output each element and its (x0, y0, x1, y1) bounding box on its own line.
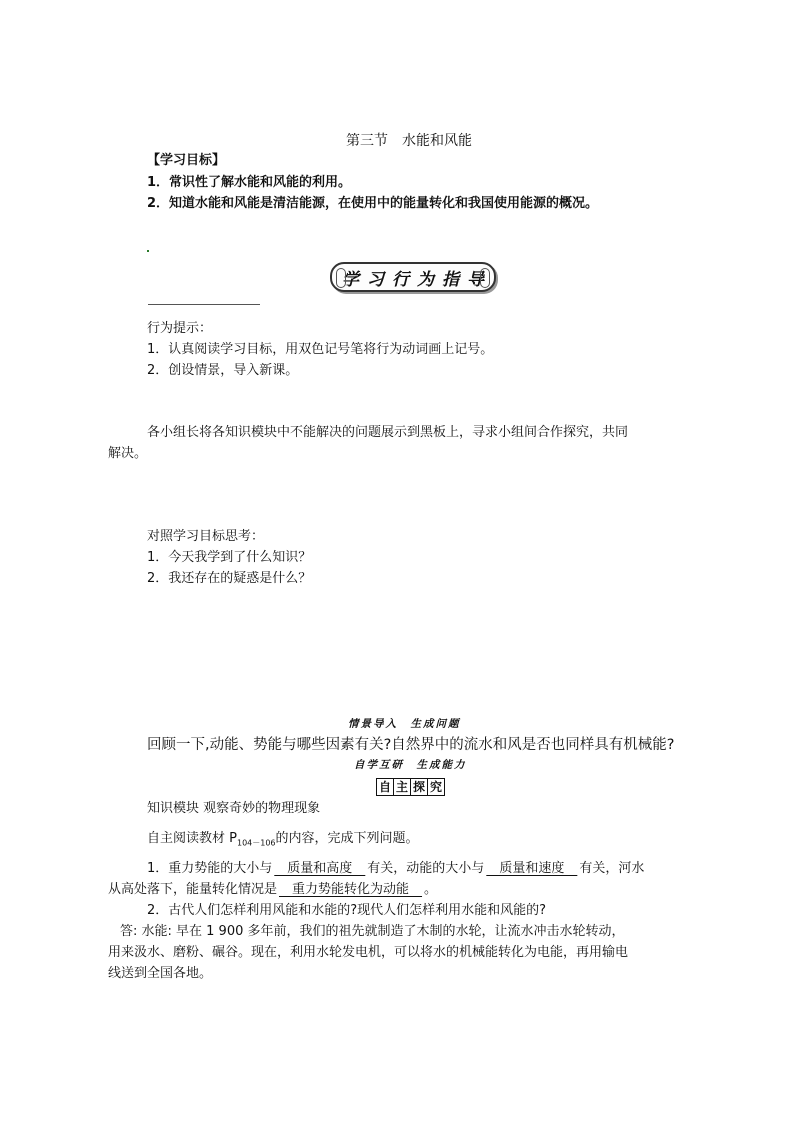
reflection-item-1: 1．今天我学到了什么知识？ (147, 550, 312, 565)
self-explore-boxed-title (376, 778, 445, 796)
answer-2-line-1: 答: 水能: 早在 1 900 多年前，我们的祖先就制造了木制的水轮，让流水冲击水轮转动， (120, 924, 625, 939)
reflection-label: 对照学习目标思考： (147, 529, 265, 544)
answer-2-line-3: 线送到全国各地。 (108, 966, 213, 981)
question-1-line-1 (147, 860, 644, 878)
q1-text-5: 。 (424, 882, 438, 897)
group-note-line-1: 各小组长将各知识模块中不能解决的问题展示到黑板上，寻求小组间合作探究，共同 (147, 425, 629, 440)
intro-question: 回顾一下,动能、势能与哪些因素有关?自然界中的流水和风是否也同样具有机械能? (147, 737, 675, 753)
q1-text-3: 有关，河水 (579, 861, 645, 876)
banner-right-cap (480, 268, 490, 288)
objective-item-2: 2．知道水能和风能是清洁能源，在使用中的能量转化和我国使用能源的概况。 (147, 196, 599, 211)
q1-text-1: 1．重力势能的大小与 (147, 861, 273, 876)
intro-subheading: 情景导入 生成问题 (348, 718, 461, 730)
reading-instruction (147, 830, 419, 853)
reading-post: 的内容，完成下列问题。 (275, 831, 419, 846)
objectives-heading: 【学习目标】 (147, 153, 226, 168)
q1-text-2: 有关，动能的大小与 (367, 861, 485, 876)
behavior-guide-banner (330, 262, 496, 292)
self-study-subheading: 自学互研 生成能力 (354, 759, 467, 771)
separator-line (148, 304, 260, 305)
question-1-line-2 (108, 881, 437, 899)
q1-answer-1: 质量和高度 (274, 861, 366, 876)
guidance-label: 行为提示： (147, 321, 213, 336)
page-title: 第三节 水能和风能 (346, 133, 472, 149)
guidance-item-1: 1．认真阅读学习目标，用双色记号笔将行为动词画上记号。 (147, 342, 494, 357)
q1-text-4: 从高处落下，能量转化情况是 (108, 882, 278, 897)
reading-pages: 104－106 (236, 838, 276, 848)
reflection-item-2: 2．我还存在的疑惑是什么？ (147, 571, 312, 586)
boxed-char: 究 (429, 780, 442, 794)
boxed-char: 自 (377, 779, 394, 795)
reading-pre: 自主阅读教材 P (147, 831, 237, 846)
group-note-line-2: 解决。 (108, 446, 148, 461)
q1-answer-3: 重力势能转化为动能 (279, 882, 423, 897)
objective-item-1: 1．常识性了解水能和风能的利用。 (147, 175, 352, 190)
question-2: 2．古代人们怎样利用风能和水能的?现代人们怎样利用水能和风能的? (147, 903, 547, 918)
banner-left-cap (336, 268, 346, 288)
q1-answer-2: 质量和速度 (486, 861, 578, 876)
banner-text: 学习行为指导 (342, 269, 492, 290)
boxed-char: 探 (411, 779, 428, 795)
boxed-char: 主 (394, 779, 411, 795)
guidance-item-2: 2．创设情景，导入新课。 (147, 363, 299, 378)
answer-2-line-2: 用来汲水、磨粉、碾谷。现在，利用水轮发电机，可以将水的机械能转化为电能，再用输电 (108, 945, 629, 960)
green-dot-mark (147, 250, 149, 252)
module-title: 知识模块 观察奇妙的物理现象 (147, 801, 321, 816)
